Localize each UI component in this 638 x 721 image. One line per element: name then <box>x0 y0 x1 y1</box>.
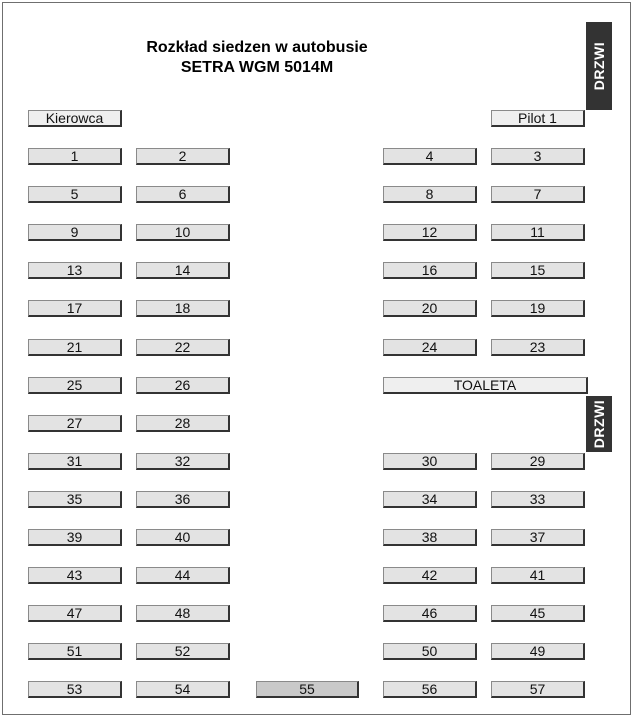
seat-26[interactable]: 26 <box>136 377 230 394</box>
seat-38[interactable]: 38 <box>383 529 477 546</box>
driver-seat: Kierowca <box>28 110 122 127</box>
seat-28[interactable]: 28 <box>136 415 230 432</box>
seat-21[interactable]: 21 <box>28 339 122 356</box>
seat-47[interactable]: 47 <box>28 605 122 622</box>
seat-55[interactable]: 55 <box>256 681 359 698</box>
front-door-label <box>586 22 612 110</box>
seat-31[interactable]: 31 <box>28 453 122 470</box>
seat-20[interactable]: 20 <box>383 300 477 317</box>
seat-14[interactable]: 14 <box>136 262 230 279</box>
seat-56[interactable]: 56 <box>383 681 477 698</box>
page-title: Rozkład siedzen w autobusie <box>146 39 368 56</box>
seat-5[interactable]: 5 <box>28 186 122 203</box>
seat-9[interactable]: 9 <box>28 224 122 241</box>
bus-model-title: SETRA WGM 5014M <box>180 59 334 76</box>
middle-door-text: DRZWI <box>591 399 608 449</box>
seat-16[interactable]: 16 <box>383 262 477 279</box>
seat-32[interactable]: 32 <box>136 453 230 470</box>
seat-4[interactable]: 4 <box>383 148 477 165</box>
middle-door-label <box>586 396 612 452</box>
seat-37[interactable]: 37 <box>491 529 585 546</box>
seat-49[interactable]: 49 <box>491 643 585 660</box>
pilot-seat: Pilot 1 <box>491 110 585 127</box>
seat-11[interactable]: 11 <box>491 224 585 241</box>
seat-19[interactable]: 19 <box>491 300 585 317</box>
seat-34[interactable]: 34 <box>383 491 477 508</box>
seat-12[interactable]: 12 <box>383 224 477 241</box>
seat-25[interactable]: 25 <box>28 377 122 394</box>
seat-8[interactable]: 8 <box>383 186 477 203</box>
seat-23[interactable]: 23 <box>491 339 585 356</box>
seat-52[interactable]: 52 <box>136 643 230 660</box>
seat-50[interactable]: 50 <box>383 643 477 660</box>
seat-48[interactable]: 48 <box>136 605 230 622</box>
seat-45[interactable]: 45 <box>491 605 585 622</box>
seat-42[interactable]: 42 <box>383 567 477 584</box>
seat-30[interactable]: 30 <box>383 453 477 470</box>
seat-18[interactable]: 18 <box>136 300 230 317</box>
seat-17[interactable]: 17 <box>28 300 122 317</box>
seat-15[interactable]: 15 <box>491 262 585 279</box>
seat-13[interactable]: 13 <box>28 262 122 279</box>
seat-57[interactable]: 57 <box>491 681 585 698</box>
seat-27[interactable]: 27 <box>28 415 122 432</box>
seat-1[interactable]: 1 <box>28 148 122 165</box>
seat-10[interactable]: 10 <box>136 224 230 241</box>
seat-35[interactable]: 35 <box>28 491 122 508</box>
seat-46[interactable]: 46 <box>383 605 477 622</box>
seat-39[interactable]: 39 <box>28 529 122 546</box>
seat-53[interactable]: 53 <box>28 681 122 698</box>
seat-44[interactable]: 44 <box>136 567 230 584</box>
seat-51[interactable]: 51 <box>28 643 122 660</box>
seat-54[interactable]: 54 <box>136 681 230 698</box>
seat-33[interactable]: 33 <box>491 491 585 508</box>
seat-24[interactable]: 24 <box>383 339 477 356</box>
seat-6[interactable]: 6 <box>136 186 230 203</box>
seat-43[interactable]: 43 <box>28 567 122 584</box>
toilet: TOALETA <box>383 377 588 394</box>
seat-41[interactable]: 41 <box>491 567 585 584</box>
seat-2[interactable]: 2 <box>136 148 230 165</box>
seat-22[interactable]: 22 <box>136 339 230 356</box>
front-door-text: DRZWI <box>591 41 608 91</box>
seat-29[interactable]: 29 <box>491 453 585 470</box>
seat-3[interactable]: 3 <box>491 148 585 165</box>
seat-36[interactable]: 36 <box>136 491 230 508</box>
seat-40[interactable]: 40 <box>136 529 230 546</box>
seat-7[interactable]: 7 <box>491 186 585 203</box>
